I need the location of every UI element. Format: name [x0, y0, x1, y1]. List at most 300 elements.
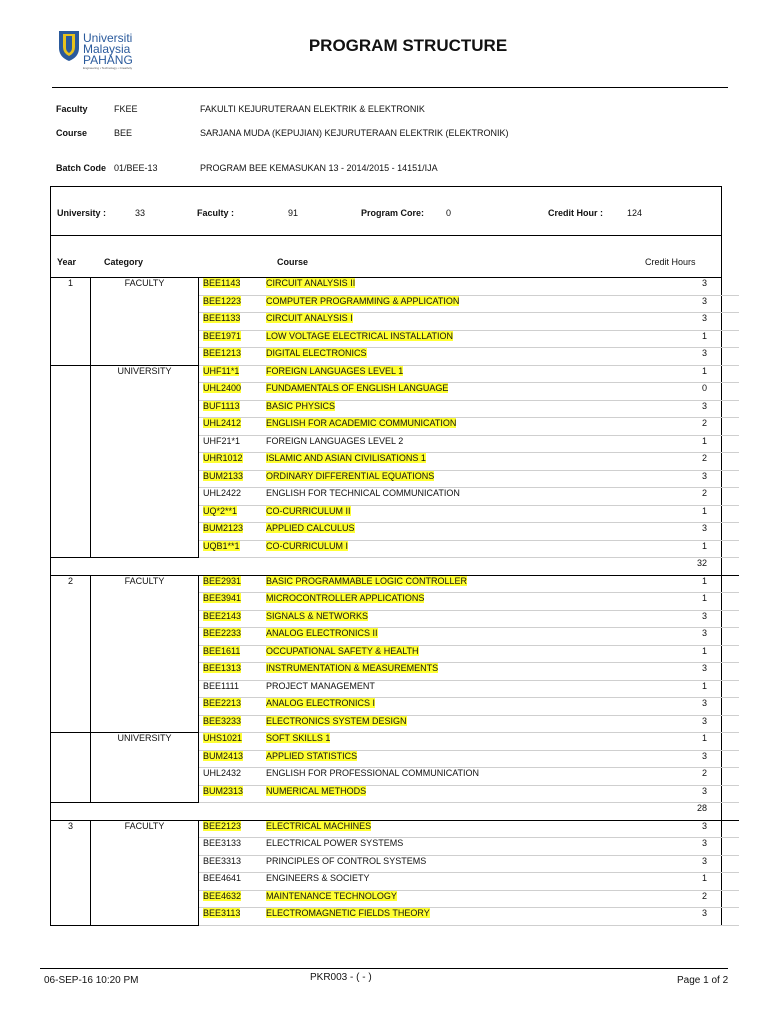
course-code: BEE2233: [203, 628, 242, 638]
credit-cell: 3: [647, 698, 739, 716]
course-name: ANALOG ELECTRONICS I: [266, 698, 376, 708]
course-name: SIGNALS & NETWORKS: [266, 610, 369, 621]
course-name: ENGLISH FOR TECHNICAL COMMUNICATION: [266, 488, 460, 498]
course-code-cell: [199, 383, 267, 401]
course-name: ELECTROMAGNETIC FIELDS THEORY: [266, 908, 430, 918]
logo-tagline: Engineering • Technology • Creativity: [83, 66, 133, 70]
course-row: [51, 855, 739, 873]
course-name: COMPUTER PROGRAMMING & APPLICATION: [266, 295, 460, 306]
year-cell: [51, 488, 91, 506]
course-row: [51, 750, 739, 768]
course-code: UHL2412: [203, 418, 242, 428]
credit-cell: 3: [647, 838, 739, 856]
year-cell: [51, 750, 91, 768]
course-name: FOREIGN LANGUAGES LEVEL 1: [266, 365, 404, 376]
category-cell: [91, 873, 199, 891]
credit-cell: 3: [647, 908, 739, 926]
year-cell: [51, 348, 91, 366]
course-code-cell: [199, 523, 267, 541]
category-cell: [91, 505, 199, 523]
category-cell: [91, 715, 199, 733]
category-cell: [91, 593, 199, 611]
course-row: [51, 453, 739, 471]
course-code: UHF11*1: [203, 365, 240, 376]
category-cell: [91, 400, 199, 418]
course-name-cell: [266, 400, 647, 418]
category-cell: [91, 348, 199, 366]
course-code: BEE1213: [203, 348, 242, 358]
course-code: BEE3313: [203, 855, 242, 866]
course-code: BEE3133: [203, 838, 242, 848]
course-row: [51, 610, 739, 628]
category-cell: [91, 680, 199, 698]
course-row: [51, 435, 739, 453]
course-name: ISLAMIC AND ASIAN CIVILISATIONS 1: [266, 453, 426, 463]
year-cell: [51, 855, 91, 873]
course-code: BUF1113: [203, 400, 240, 411]
batch-name: PROGRAM BEE KEMASUKAN 13 - 2014/2015 - 14151/IJA: [200, 163, 438, 173]
course-name: MAINTENANCE TECHNOLOGY: [266, 890, 397, 901]
course-code-cell: [199, 873, 267, 891]
category-cell: [91, 768, 199, 786]
course-code-cell: [199, 680, 267, 698]
course-name-cell: [266, 540, 647, 558]
faculty-label: Faculty: [56, 104, 88, 114]
course-name-cell: [266, 470, 647, 488]
course-code-cell: [199, 365, 267, 383]
year-cell: [51, 785, 91, 803]
course-name-cell: [266, 803, 647, 821]
category-cell: [91, 803, 199, 821]
subtotal-credit: 28: [647, 803, 739, 821]
course-name-cell: [266, 698, 647, 716]
credit-cell: 3: [647, 295, 739, 313]
course-code: BEE2931: [203, 575, 242, 586]
course-name-cell: [266, 908, 647, 926]
col-year-header: Year: [57, 257, 77, 267]
category-cell: [91, 313, 199, 331]
category-cell: [91, 908, 199, 926]
logo-line1: Universiti: [83, 31, 133, 45]
course-row: [51, 680, 739, 698]
course-name-cell: [266, 488, 647, 506]
course-code: BEE1111: [203, 680, 240, 691]
course-code: BEE1133: [203, 313, 241, 323]
category-cell: UNIVERSITY: [91, 365, 199, 383]
course-code: BEE1971: [203, 330, 242, 341]
category-cell: FACULTY: [91, 278, 199, 295]
course-name: FUNDAMENTALS OF ENGLISH LANGUAGE: [266, 383, 449, 393]
course-code: UHF21*1: [203, 435, 241, 446]
course-row: [51, 698, 739, 716]
course-row: [51, 278, 739, 295]
year-cell: [51, 663, 91, 681]
course-code: BEE1143: [203, 278, 241, 288]
category-cell: [91, 295, 199, 313]
category-cell: [91, 610, 199, 628]
summary-credit-value: 124: [627, 208, 643, 218]
course-row: [51, 400, 739, 418]
year-cell: [51, 418, 91, 436]
course-name-cell: [266, 575, 647, 593]
category-cell: [91, 383, 199, 401]
course-name: ANALOG ELECTRONICS II: [266, 628, 378, 638]
course-code-cell: [199, 908, 267, 926]
course-code-cell: [199, 400, 267, 418]
course-row: [51, 908, 739, 926]
footer-page: Page 1 of 2: [677, 975, 729, 986]
year-cell: 1: [51, 278, 91, 295]
course-name-cell: [266, 330, 647, 348]
course-code: UHR1012: [203, 453, 243, 463]
course-code-cell: [199, 470, 267, 488]
course-name: APPLIED STATISTICS: [266, 750, 358, 761]
course-name-cell: [266, 715, 647, 733]
year-cell: [51, 540, 91, 558]
course-code-cell: [199, 855, 267, 873]
category-cell: [91, 698, 199, 716]
course-row: [51, 873, 739, 891]
course-row: [51, 645, 739, 663]
course-code: UQ*2**1: [203, 505, 238, 516]
course-code: BEE: [114, 128, 133, 138]
course-code: UHL2432: [203, 768, 242, 778]
course-name-cell: [266, 890, 647, 908]
course-row: [51, 768, 739, 786]
course-code-cell: [199, 663, 267, 681]
course-row: [51, 593, 739, 611]
col-course-header: Course: [277, 257, 309, 267]
batch-code: 01/BEE-13: [114, 163, 158, 173]
faculty-name: FAKULTI KEJURUTERAAN ELEKTRIK & ELEKTRONIK: [200, 104, 425, 114]
course-name: PROJECT MANAGEMENT: [266, 680, 375, 691]
summary-divider: [51, 235, 721, 236]
category-cell: [91, 663, 199, 681]
credit-cell: 3: [647, 610, 739, 628]
header-divider: [52, 87, 728, 88]
credit-cell: 3: [647, 820, 739, 838]
logo-line2: Malaysia: [83, 42, 131, 56]
faculty-code: FKEE: [114, 104, 138, 114]
course-name: ENGINEERS & SOCIETY: [266, 873, 370, 883]
course-code-cell: [199, 575, 267, 593]
course-name-cell: [266, 383, 647, 401]
course-name: SOFT SKILLS 1: [266, 733, 331, 743]
course-name-cell: [266, 295, 647, 313]
year-cell: [51, 838, 91, 856]
course-name: INSTRUMENTATION & MEASUREMENTS: [266, 663, 439, 673]
credit-cell: 2: [647, 768, 739, 786]
course-code-cell: [199, 488, 267, 506]
course-name: LOW VOLTAGE ELECTRICAL INSTALLATION: [266, 330, 454, 341]
year-cell: [51, 313, 91, 331]
course-row: [51, 470, 739, 488]
course-grid: [51, 278, 739, 926]
credit-cell: 3: [647, 628, 739, 646]
credit-cell: 1: [647, 365, 739, 383]
year-cell: 2: [51, 575, 91, 593]
course-row: [51, 383, 739, 401]
course-code: UHL2400: [203, 383, 242, 393]
course-name: BASIC PHYSICS: [266, 400, 336, 411]
course-row: [51, 890, 739, 908]
year-cell: [51, 873, 91, 891]
course-name: NUMERICAL METHODS: [266, 785, 367, 796]
course-name: OCCUPATIONAL SAFETY & HEALTH: [266, 645, 419, 656]
course-name-cell: [266, 628, 647, 646]
course-code-cell: [199, 313, 267, 331]
course-row: [51, 295, 739, 313]
footer-doc-code: PKR003 - ( - ): [310, 972, 372, 983]
course-code-cell: [199, 558, 267, 576]
course-code-cell: [199, 838, 267, 856]
course-code: BEE3233: [203, 715, 242, 726]
year-cell: [51, 768, 91, 786]
course-name-cell: [266, 593, 647, 611]
summary-credit-label: Credit Hour :: [548, 208, 603, 218]
course-row: [51, 785, 739, 803]
credit-cell: 3: [647, 313, 739, 331]
credit-cell: 1: [647, 505, 739, 523]
year-cell: [51, 890, 91, 908]
course-name-cell: [266, 610, 647, 628]
year-cell: [51, 645, 91, 663]
course-row: [51, 628, 739, 646]
course-name-cell: [266, 558, 647, 576]
year-cell: [51, 330, 91, 348]
credit-cell: 2: [647, 453, 739, 471]
course-row: [51, 733, 739, 751]
year-cell: [51, 593, 91, 611]
course-name-cell: [266, 855, 647, 873]
year-cell: 3: [51, 820, 91, 838]
course-name-cell: [266, 768, 647, 786]
course-row: [51, 715, 739, 733]
course-name: CIRCUIT ANALYSIS I: [266, 313, 353, 323]
credit-cell: 3: [647, 523, 739, 541]
course-name: CO-CURRICULUM I: [266, 540, 348, 551]
summary-core-label: Program Core:: [361, 208, 425, 218]
course-code: BUM2413: [203, 750, 244, 761]
course-name-cell: [266, 278, 647, 295]
course-name: ENGLISH FOR PROFESSIONAL COMMUNICATION: [266, 768, 480, 778]
year-cell: [51, 400, 91, 418]
credit-cell: 1: [647, 540, 739, 558]
course-code: BEE2213: [203, 698, 242, 708]
credit-cell: 3: [647, 750, 739, 768]
course-name-cell: [266, 645, 647, 663]
category-cell: UNIVERSITY: [91, 733, 199, 751]
credit-cell: 1: [647, 680, 739, 698]
course-code: BEE2143: [203, 610, 242, 621]
footer-timestamp: 06-SEP-16 10:20 PM: [44, 975, 139, 986]
batch-label: Batch Code: [56, 163, 107, 173]
year-cell: [51, 470, 91, 488]
course-code-cell: [199, 593, 267, 611]
year-cell: [51, 628, 91, 646]
course-code-cell: [199, 890, 267, 908]
course-code: BEE3113: [203, 908, 241, 918]
course-code: BUM2123: [203, 523, 244, 533]
course-name-cell: [266, 663, 647, 681]
summary-university-label: University :: [57, 208, 107, 218]
course-row: [51, 523, 739, 541]
course-code-cell: [199, 645, 267, 663]
course-code-cell: [199, 715, 267, 733]
course-code-cell: [199, 453, 267, 471]
course-name-cell: [266, 365, 647, 383]
course-code-cell: [199, 610, 267, 628]
course-row: [51, 505, 739, 523]
year-cell: [51, 523, 91, 541]
logo-line3: PAHANG: [83, 53, 133, 67]
summary-faculty-value: 91: [288, 208, 299, 218]
course-name-cell: [266, 785, 647, 803]
course-name-cell: [266, 348, 647, 366]
course-row: [51, 663, 739, 681]
course-name-cell: [266, 838, 647, 856]
category-cell: [91, 750, 199, 768]
course-code: BUM2313: [203, 785, 244, 796]
credit-cell: 1: [647, 645, 739, 663]
course-row: [51, 418, 739, 436]
footer-divider: [40, 968, 728, 969]
course-code: UQB1**1: [203, 540, 240, 551]
course-code-cell: [199, 295, 267, 313]
course-name-cell: [266, 313, 647, 331]
col-category-header: Category: [104, 257, 144, 267]
course-code-cell: [199, 505, 267, 523]
course-row: [51, 488, 739, 506]
course-name: ORDINARY DIFFERENTIAL EQUATIONS: [266, 470, 435, 481]
category-cell: [91, 488, 199, 506]
year-cell: [51, 295, 91, 313]
credit-cell: 2: [647, 418, 739, 436]
course-name: ELECTRICAL POWER SYSTEMS: [266, 838, 404, 848]
category-cell: [91, 540, 199, 558]
category-cell: [91, 855, 199, 873]
year-cell: [51, 383, 91, 401]
course-name-cell: [266, 523, 647, 541]
year-cell: [51, 505, 91, 523]
year-cell: [51, 715, 91, 733]
course-code-cell: [199, 348, 267, 366]
course-row: [51, 575, 739, 593]
course-code-cell: [199, 698, 267, 716]
subtotal-credit: 32: [647, 558, 739, 576]
course-name: BASIC PROGRAMMABLE LOGIC CONTROLLER: [266, 575, 468, 586]
course-code: BEE1313: [203, 663, 242, 673]
category-cell: [91, 435, 199, 453]
year-cell: [51, 435, 91, 453]
credit-cell: 1: [647, 575, 739, 593]
year-cell: [51, 698, 91, 716]
credit-cell: 1: [647, 593, 739, 611]
course-name: DIGITAL ELECTRONICS: [266, 348, 367, 358]
course-name-cell: [266, 820, 647, 838]
course-name: MICROCONTROLLER APPLICATIONS: [266, 593, 425, 603]
category-cell: [91, 523, 199, 541]
course-code: BUM2133: [203, 470, 244, 481]
course-name: APPLIED CALCULUS: [266, 523, 355, 533]
course-row: [51, 365, 739, 383]
course-code: BEE4632: [203, 890, 242, 901]
category-cell: [91, 558, 199, 576]
category-cell: [91, 470, 199, 488]
course-code: BEE4641: [203, 873, 242, 883]
course-row: [51, 313, 739, 331]
course-code: UHS1021: [203, 733, 243, 743]
course-name-cell: [266, 733, 647, 751]
category-cell: [91, 645, 199, 663]
course-name: ELECTRONICS SYSTEM DESIGN: [266, 715, 407, 726]
credit-cell: 1: [647, 873, 739, 891]
year-cell: [51, 733, 91, 751]
credit-cell: 2: [647, 488, 739, 506]
credit-cell: 1: [647, 330, 739, 348]
col-credit-header: Credit Hours: [645, 257, 696, 267]
year-cell: [51, 610, 91, 628]
course-name-cell: [266, 453, 647, 471]
credit-cell: 1: [647, 733, 739, 751]
course-name-cell: [266, 435, 647, 453]
course-code: BEE2123: [203, 820, 242, 831]
course-name: FOREIGN LANGUAGES LEVEL 2: [266, 435, 404, 446]
credit-cell: 1: [647, 435, 739, 453]
course-name: CO-CURRICULUM II: [266, 505, 351, 516]
course-code-cell: [199, 418, 267, 436]
year-cell: [51, 453, 91, 471]
subtotal-row: [51, 558, 739, 576]
year-cell: [51, 908, 91, 926]
course-row: [51, 820, 739, 838]
course-code-cell: [199, 733, 267, 751]
year-cell: [51, 558, 91, 576]
category-cell: FACULTY: [91, 575, 199, 593]
course-code-cell: [199, 803, 267, 821]
course-code-cell: [199, 628, 267, 646]
credit-cell: 3: [647, 663, 739, 681]
course-code-cell: [199, 785, 267, 803]
summary-core-value: 0: [446, 208, 452, 218]
course-code-cell: [199, 330, 267, 348]
course-name-cell: [266, 418, 647, 436]
credit-cell: 3: [647, 278, 739, 295]
course-code-cell: [199, 820, 267, 838]
course-code: BEE1611: [203, 645, 241, 656]
category-cell: [91, 785, 199, 803]
course-name: ELECTRICAL MACHINES: [266, 820, 372, 831]
course-name-cell: [266, 505, 647, 523]
course-row: [51, 348, 739, 366]
credit-cell: 3: [647, 855, 739, 873]
year-cell: [51, 365, 91, 383]
subtotal-row: [51, 803, 739, 821]
credit-cell: 3: [647, 400, 739, 418]
year-cell: [51, 680, 91, 698]
category-cell: [91, 330, 199, 348]
course-row: [51, 330, 739, 348]
course-code: UHL2422: [203, 488, 242, 498]
credit-cell: 3: [647, 715, 739, 733]
course-row: [51, 540, 739, 558]
course-code: BEE3941: [203, 593, 242, 603]
course-code-cell: [199, 540, 267, 558]
summary-faculty-label: Faculty :: [197, 208, 235, 218]
course-label: Course: [56, 128, 88, 138]
category-cell: [91, 418, 199, 436]
category-cell: [91, 628, 199, 646]
